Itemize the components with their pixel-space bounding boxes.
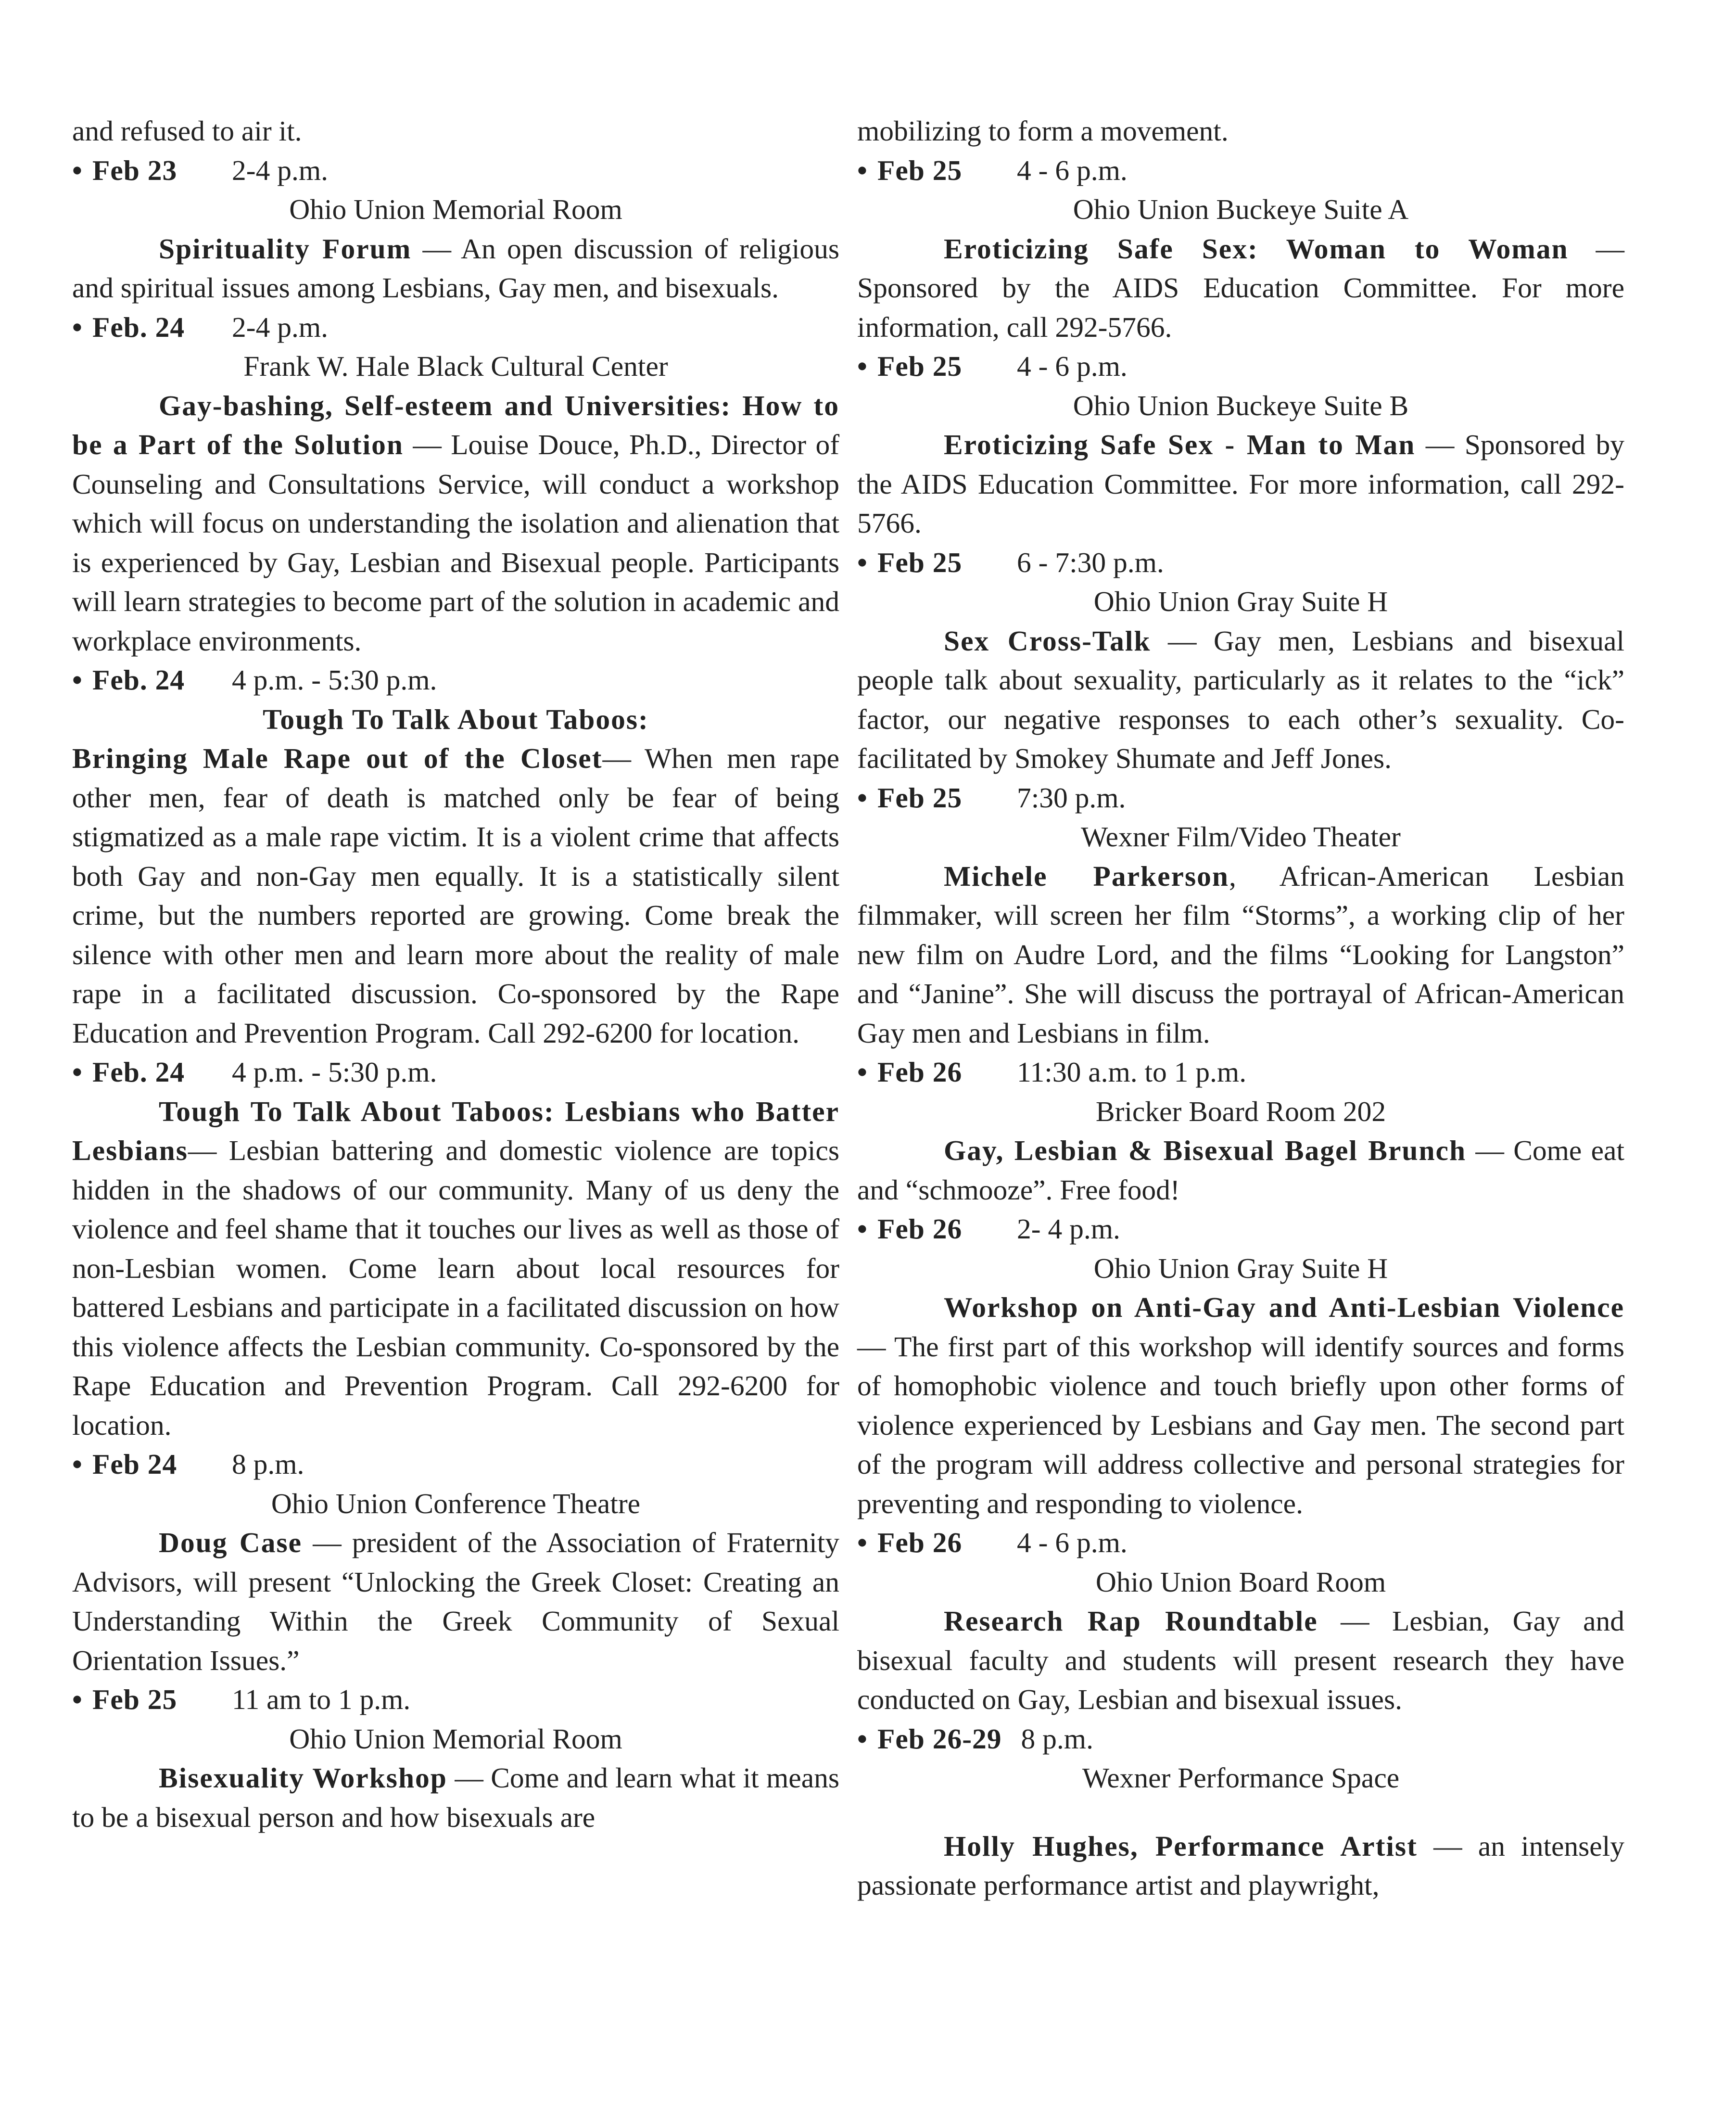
title-separator: — xyxy=(411,232,461,265)
event-title: Holly Hughes, Performance Artist xyxy=(944,1830,1418,1862)
event-body: An open discussion of religious and spiritual issues among Lesbians, Gay men, and bisexuals. xyxy=(72,232,840,304)
event-venue: Ohio Union Board Room xyxy=(1095,1566,1386,1598)
title-separator: — xyxy=(403,429,451,460)
title-separator: — xyxy=(188,1135,229,1166)
event-date: Feb 26-29 xyxy=(877,1722,1002,1755)
event-venue: Ohio Union Conference Theatre xyxy=(271,1487,641,1519)
left-intro: and refused to air it. xyxy=(72,115,302,147)
event-date: Feb. 24 xyxy=(92,1056,185,1088)
event-time: 11 am to 1 p.m. xyxy=(232,1683,411,1715)
event-listing xyxy=(857,1210,1624,1523)
event-header xyxy=(857,1210,1624,1249)
event-body: Sponsored by the AIDS Education Committee. For more information, call 292-5766. xyxy=(857,429,1625,539)
event-time: 2-4 p.m. xyxy=(232,154,328,186)
event-date: Feb 25 xyxy=(877,781,963,814)
event-time: 4 p.m. - 5:30 p.m. xyxy=(232,1056,437,1088)
event-venue: Ohio Union Memorial Room xyxy=(289,1722,622,1755)
event-header xyxy=(72,151,839,191)
event-listing xyxy=(72,1680,839,1837)
event-date: Feb. 24 xyxy=(92,664,185,696)
event-listing xyxy=(857,1053,1624,1210)
title-separator: — xyxy=(1318,1605,1392,1637)
title-separator: — xyxy=(447,1762,491,1794)
bullet-icon: • xyxy=(72,1056,82,1088)
event-body: The first part of this workshop will identify sources and forms of homophobic violence and touch briefly upon other forms of violence experienced by Lesbians and Gay men. The second part of the program will address collective and personal strategies for preventing and responding to violence. xyxy=(857,1330,1624,1519)
event-description xyxy=(72,739,839,1053)
event-header xyxy=(72,1680,839,1720)
event-time: 4 - 6 p.m. xyxy=(1017,350,1128,382)
event-description xyxy=(857,857,1624,1053)
event-listing xyxy=(857,151,1624,347)
event-body: an intensely passionate performance artist and playwright, xyxy=(857,1830,1624,1901)
event-header xyxy=(857,347,1624,386)
event-time: 8 p.m. xyxy=(1021,1722,1093,1755)
event-body: Sponsored by the AIDS Education Committee. For more information, call 292-5766. xyxy=(857,272,1624,343)
event-title: Gay, Lesbian & Bisexual Bagel Brunch xyxy=(944,1135,1467,1166)
bullet-icon: • xyxy=(72,154,82,186)
bullet-icon: • xyxy=(857,1213,867,1245)
event-header xyxy=(72,661,839,700)
bullet-icon: • xyxy=(857,350,867,382)
event-venue: Wexner Film/Video Theater xyxy=(1081,821,1401,853)
bullet-icon: • xyxy=(857,1527,867,1558)
event-header xyxy=(857,151,1624,191)
event-description xyxy=(857,230,1624,347)
event-description xyxy=(72,1759,839,1837)
event-description xyxy=(72,386,839,661)
event-time: 7:30 p.m. xyxy=(1017,781,1126,814)
event-body: Lesbian, Gay and bisexual faculty and students will present research they have conducted on Gay, Lesbian and bisexual issues. xyxy=(857,1605,1624,1715)
event-listing xyxy=(72,1053,839,1445)
event-title: Doug Case xyxy=(159,1527,303,1558)
event-listing xyxy=(72,1445,839,1680)
bullet-icon: • xyxy=(857,546,867,578)
event-title: Research Rap Roundtable xyxy=(944,1605,1318,1637)
event-date: Feb 25 xyxy=(877,154,963,186)
event-time: 8 p.m. xyxy=(232,1448,304,1480)
event-date: Feb 23 xyxy=(92,154,177,186)
bullet-icon: • xyxy=(857,781,867,814)
event-listing xyxy=(857,1523,1624,1720)
event-venue: Ohio Union Buckeye Suite A xyxy=(1073,193,1409,225)
event-description xyxy=(72,1092,839,1445)
right-column xyxy=(857,112,1624,1905)
event-listing xyxy=(72,661,839,1053)
event-header xyxy=(72,308,839,347)
event-listing xyxy=(72,151,839,308)
event-body: Come and learn what it means to be a bisexual person and how bisexuals are xyxy=(72,1762,840,1833)
event-title: Bringing Male Rape out of the Closet xyxy=(72,742,603,774)
event-date: Feb 26 xyxy=(877,1213,963,1245)
event-date: Feb 26 xyxy=(877,1527,963,1558)
event-date: Feb 25 xyxy=(877,546,963,578)
event-listing xyxy=(857,1720,1624,1905)
event-description xyxy=(857,1288,1624,1523)
event-body: When men rape other men, fear of death is matched only be fear of being stigmatized as a male rape victim. It is a violent crime that affects both Gay and non-Gay men equally. It is a statistically silent crime, but the numbers reported are growing. Come break the silence with other men and learn more about the reality of male rape in a facilitated discussion. Co-sponsored by the Rape Education and Prevention Program. Call 292-6200 for location. xyxy=(72,742,839,1049)
event-title: Eroticizing Safe Sex: Woman to Woman xyxy=(944,232,1569,265)
spacer xyxy=(857,1798,1624,1827)
event-header xyxy=(857,1720,1624,1759)
left-column xyxy=(72,112,839,1837)
event-header xyxy=(72,1445,839,1484)
event-description xyxy=(857,1827,1624,1905)
event-description xyxy=(72,230,839,308)
title-separator: — xyxy=(857,1330,895,1363)
event-time: 4 p.m. - 5:30 p.m. xyxy=(232,664,437,696)
event-venue: Ohio Union Memorial Room xyxy=(289,193,622,225)
event-venue: Wexner Performance Space xyxy=(1082,1762,1400,1794)
event-description xyxy=(72,1523,839,1680)
event-description xyxy=(857,1602,1624,1720)
event-time: 2-4 p.m. xyxy=(232,311,328,343)
event-date: Feb. 24 xyxy=(92,311,185,343)
event-time: 6 - 7:30 p.m. xyxy=(1017,546,1164,578)
bullet-icon: • xyxy=(72,1683,82,1715)
title-separator: — xyxy=(1466,1135,1514,1166)
event-listing xyxy=(857,347,1624,543)
title-separator: — xyxy=(1151,625,1214,657)
event-title: Workshop on Anti-Gay and Anti-Lesbian Violence xyxy=(944,1291,1624,1323)
event-venue: Ohio Union Gray Suite H xyxy=(1093,1252,1388,1284)
event-venue: Ohio Union Buckeye Suite B xyxy=(1073,389,1409,421)
event-date: Feb 25 xyxy=(92,1683,177,1715)
event-header xyxy=(72,1053,839,1092)
event-venue: Ohio Union Gray Suite H xyxy=(1093,586,1388,617)
event-title: Sex Cross-Talk xyxy=(944,625,1151,657)
title-separator: — xyxy=(302,1527,352,1558)
event-body: Gay men, Lesbians and bisexual people talk about sexuality, particularly as it relates to the “ick” factor, our negative responses to each other’s sexuality. Co-facilitated by Smokey Shumate and Jeff Jones. xyxy=(857,625,1624,774)
event-time: 2- 4 p.m. xyxy=(1017,1213,1120,1245)
event-description xyxy=(857,622,1624,778)
event-title: Gay-bashing, Self-esteem and Universities: How to be a Part of the Solution xyxy=(72,389,839,460)
event-title: Eroticizing Safe Sex - Man to Man xyxy=(944,429,1416,460)
event-venue: Bricker Board Room 202 xyxy=(1095,1095,1386,1127)
right-intro: mobilizing to form a movement. xyxy=(857,115,1229,147)
event-time: 4 - 6 p.m. xyxy=(1017,1527,1128,1558)
title-separator: — xyxy=(602,742,645,774)
event-body: African-American Lesbian filmmaker, will screen her film “Storms”, a working clip of her new film on Audre Lord, and the films “Looking for Langston” and “Janine”. She will discuss the portrayal of African-American Gay men and Lesbians in film. xyxy=(857,860,1624,1049)
bullet-icon: • xyxy=(857,1722,867,1755)
event-body: Louise Douce, Ph.D., Director of Counseling and Consultations Service, will conduct a workshop which will focus on understanding the isolation and alienation that is experienced by Gay, Lesbian and Bisexual people. Participants will learn strategies to become part of the solution in academic and workplace environments. xyxy=(72,429,840,657)
event-title: Michele Parkerson xyxy=(944,860,1229,892)
bullet-icon: • xyxy=(72,311,82,343)
event-listing xyxy=(72,308,839,661)
event-header xyxy=(857,1053,1624,1092)
bullet-icon: • xyxy=(72,1448,82,1480)
event-date: Feb 24 xyxy=(92,1448,177,1480)
event-time: 11:30 a.m. to 1 p.m. xyxy=(1017,1056,1247,1088)
event-body: president of the Association of Fraternity Advisors, will present “Unlocking the Greek Closet: Creating an Understanding Within the Greek Community of Sexual Orientation Issues.” xyxy=(72,1527,839,1676)
title-separator: , xyxy=(1229,860,1280,892)
event-header xyxy=(857,778,1624,818)
event-listing xyxy=(857,543,1624,778)
bullet-icon: • xyxy=(857,154,867,186)
event-time: 4 - 6 p.m. xyxy=(1017,154,1128,186)
event-listing xyxy=(857,778,1624,1053)
bullet-icon: • xyxy=(72,664,82,696)
event-venue: Frank W. Hale Black Cultural Center xyxy=(243,350,668,382)
bullet-icon: • xyxy=(857,1056,867,1088)
event-header xyxy=(857,1523,1624,1563)
event-body: Lesbian battering and domestic violence are topics hidden in the shadows of our community. Many of us deny the violence and feel shame that it touches our lives as well as those of non-Lesbian women. Come learn about local resources for battered Lesbians and participate in a facilitated discussion on how this violence affects the Lesbian community. Co-sponsored by the Rape Education and Prevention Program. Call 292-6200 for location. xyxy=(72,1135,839,1441)
event-description xyxy=(857,425,1624,543)
event-date: Feb 26 xyxy=(877,1056,963,1088)
event-title: Tough To Talk About Taboos: Lesbians who Batter Lesbians xyxy=(72,1095,839,1166)
title-separator: — xyxy=(1568,232,1625,265)
event-body: Come eat and “schmooze”. Free food! xyxy=(857,1135,1624,1206)
title-separator: — xyxy=(1415,429,1465,460)
event-title: Spirituality Forum xyxy=(159,232,412,265)
event-title-line: Tough To Talk About Taboos: xyxy=(263,703,649,735)
event-date: Feb 25 xyxy=(877,350,963,382)
title-separator: — xyxy=(1417,1830,1478,1862)
event-header xyxy=(857,543,1624,583)
event-description xyxy=(857,1131,1624,1210)
event-title: Bisexuality Workshop xyxy=(159,1762,447,1794)
